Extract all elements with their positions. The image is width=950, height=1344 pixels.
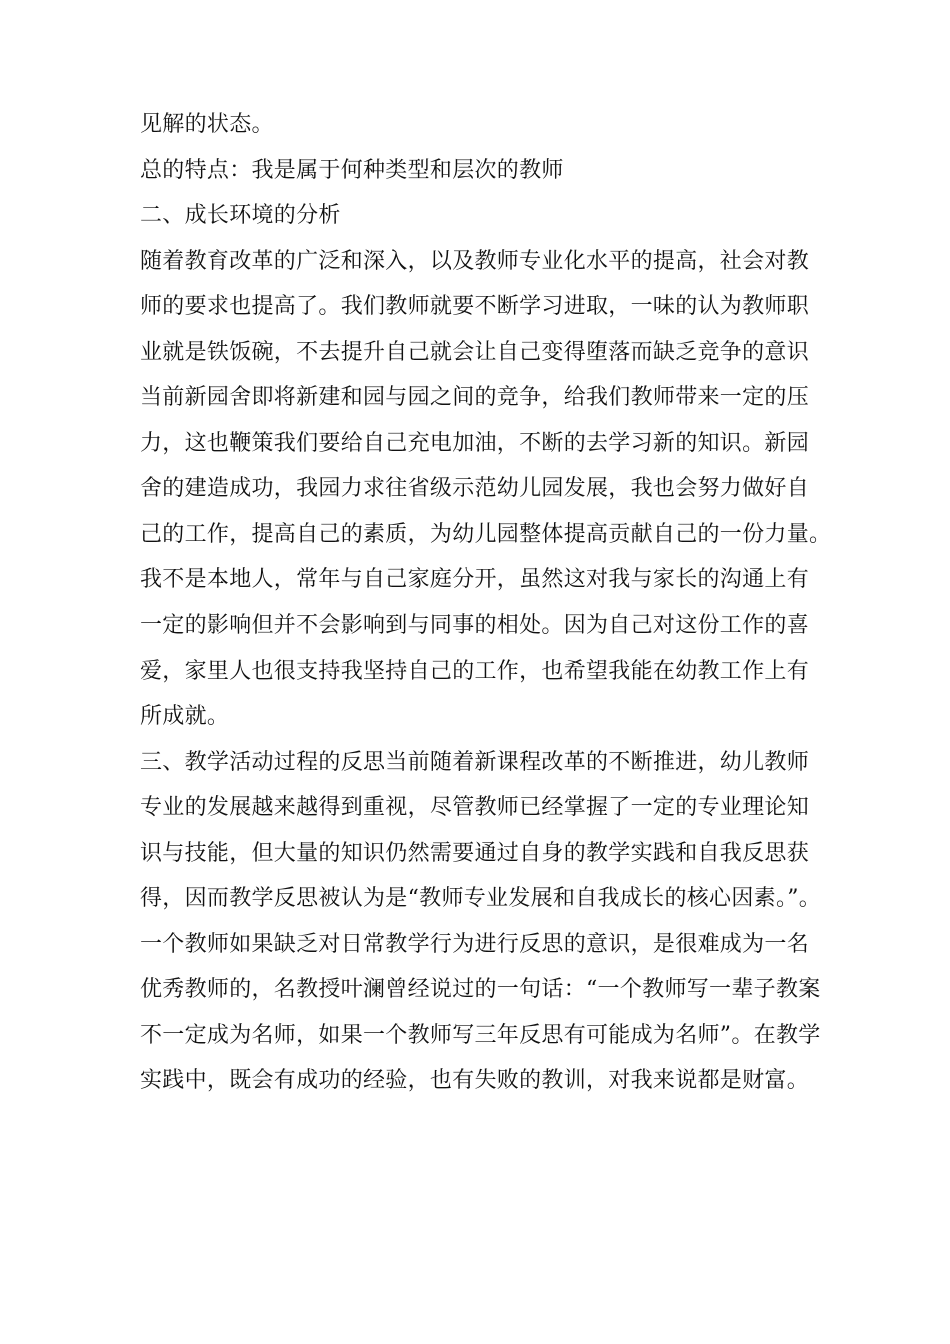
document-body xyxy=(140,114,860,1116)
text-line: 爱，家里人也很支持我坚持自己的工作，也希望我能在幼教工作上有 xyxy=(140,658,810,684)
text-line: 一个教师如果缺乏对日常教学行为进行反思的意识，是很难成为一名 xyxy=(140,931,810,957)
text-line: 总的特点：我是属于何种类型和层次的教师 xyxy=(140,157,564,183)
text-line: 一定的影响但并不会影响到与同事的相处。因为自己对这份工作的喜 xyxy=(140,613,810,639)
text-line: 己的工作，提高自己的素质，为幼儿园整体提高贡献自己的一份力量。 xyxy=(140,521,832,547)
text-line: 所成就。 xyxy=(140,704,230,730)
text-line: 专业的发展越来越得到重视，尽管教师已经掌握了一定的专业理论知 xyxy=(140,795,810,821)
text-line: 师的要求也提高了。我们教师就要不断学习进取，一味的认为教师职 xyxy=(140,294,810,320)
text-line: 力，这也鞭策我们要给自己充电加油，不断的去学习新的知识。新园 xyxy=(140,430,810,456)
text-line: 不一定成为名师，如果一个教师写三年反思有可能成为名师”。在教学 xyxy=(140,1022,821,1048)
section-heading: 二、成长环境的分析 xyxy=(140,203,341,229)
text-line: 当前新园舍即将新建和园与园之间的竞争，给我们教师带来一定的压 xyxy=(140,385,810,411)
text-line: 优秀教师的，名教授叶澜曾经说过的一句话：“一个教师写一辈子教案 xyxy=(140,977,821,1003)
section-heading: 三、教学活动过程的反思当前随着新课程改革的不断推进，幼儿教师 xyxy=(140,749,810,775)
text-line: 实践中，既会有成功的经验，也有失败的教训，对我来说都是财富。 xyxy=(140,1068,810,1094)
text-line: 舍的建造成功，我园力求往省级示范幼儿园发展，我也会努力做好自 xyxy=(140,476,810,502)
text-line: 识与技能，但大量的知识仍然需要通过自身的教学实践和自我反思获 xyxy=(140,840,810,866)
text-line: 随着教育改革的广泛和深入，以及教师专业化水平的提高，社会对教 xyxy=(140,248,810,274)
text-line: 业就是铁饭碗，不去提升自己就会让自己变得堕落而缺乏竞争的意识 xyxy=(140,339,810,365)
text-line: 得，因而教学反思被认为是“教师专业发展和自我成长的核心因素。”。 xyxy=(140,886,822,912)
text-line: 我不是本地人，常年与自己家庭分开，虽然这对我与家长的沟通上有 xyxy=(140,567,810,593)
text-line: 见解的状态。 xyxy=(140,112,274,137)
